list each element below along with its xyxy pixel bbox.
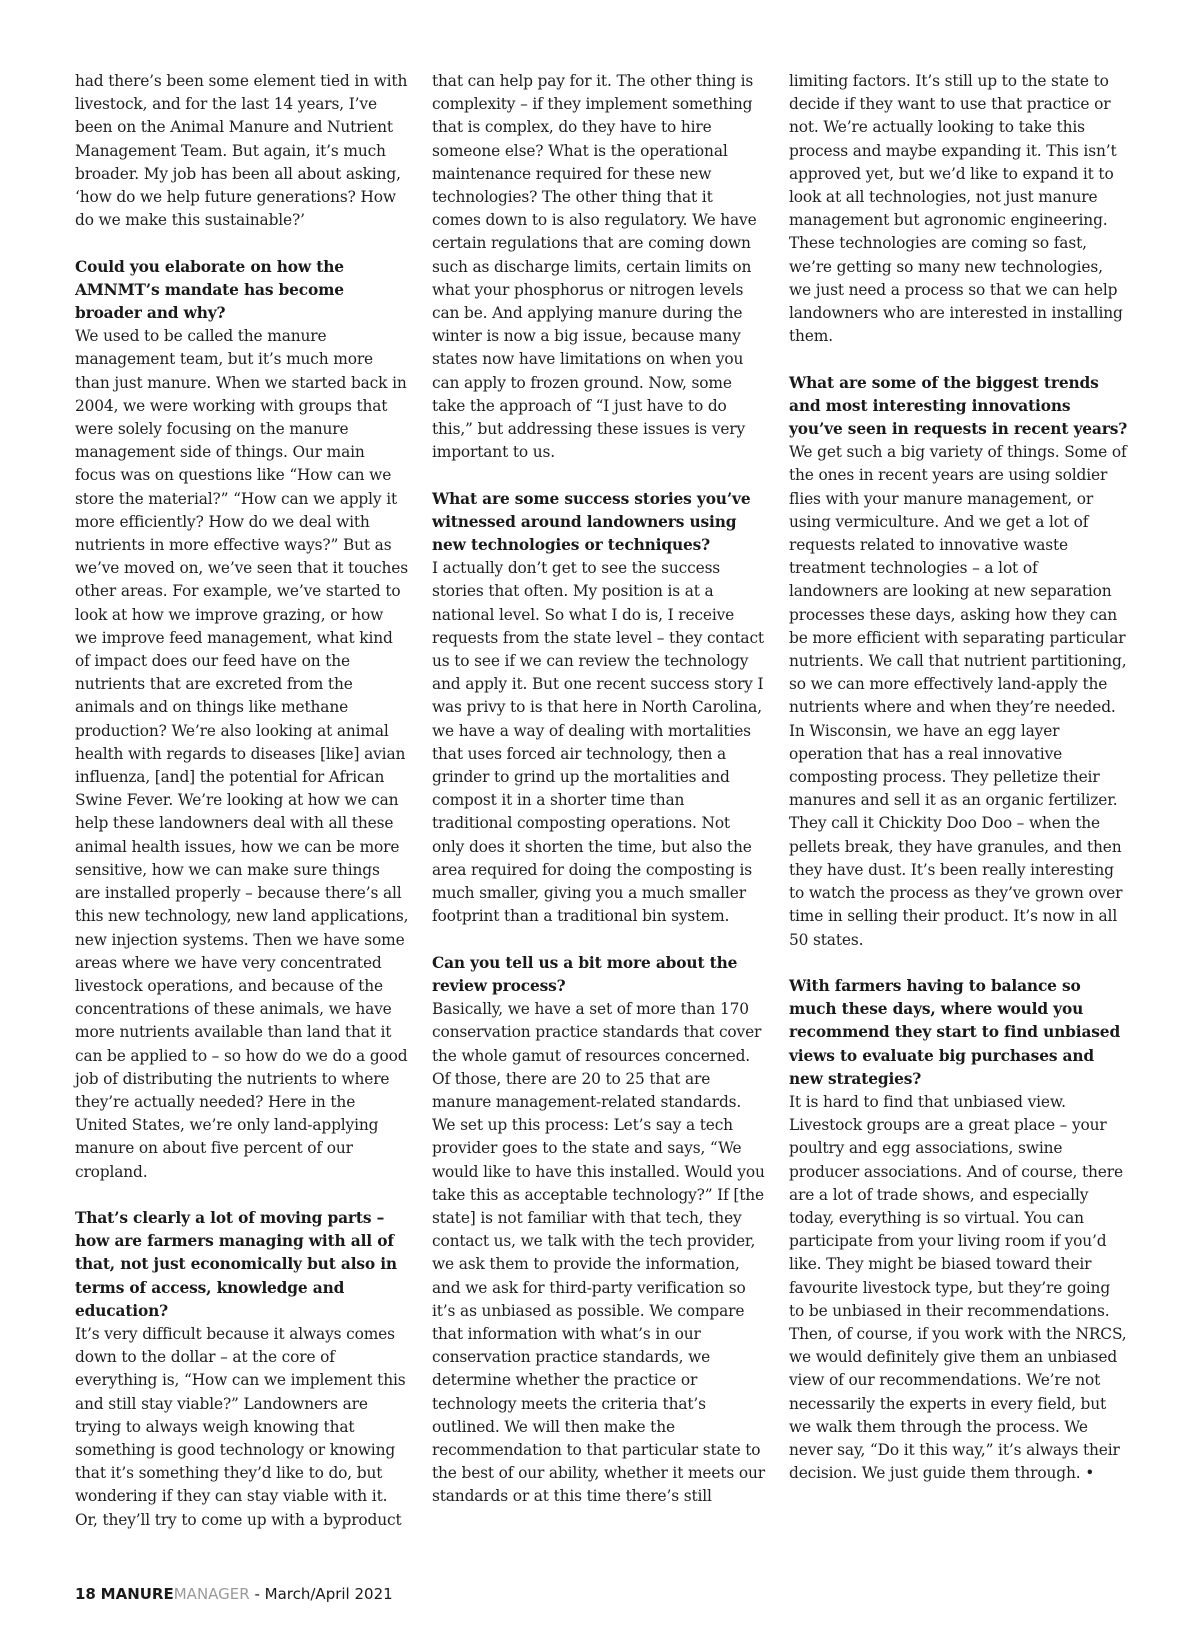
article-column-2 — [432, 70, 766, 1509]
issue-date: - March/April 2021 — [254, 1585, 393, 1603]
paragraph: It’s very difficult because it always comes down to the dollar – at the core of everything is, “How can we implement this and still stay viable?” Landowners are trying to always weigh knowing that something is good technology or knowing that it’s something they’d like to do, but wondering if they can stay viable with it. Or, they’ll try to come up with a byproduct — [75, 1324, 406, 1529]
interview-question: Can you tell us a bit more about the review process? — [432, 953, 738, 995]
paragraph: We used to be called the manure management team, but it’s much more than just manure. When we started back in 2004, we were working with groups that were solely focusing on the manure management side of things. Our main focus was on questions like “How can we store the material?” “How can we apply it more efficiently? How do we deal with nutrients in more effective ways?” But as we’ve moved on, we’ve seen that it touches other areas. For example, we’ve started to look at how we improve grazing, or how we improve feed management, what kind of impact does our feed have on the nutrients that are excreted from the animals and on things like methane production? We’re also looking at animal health with regards to diseases [like] avian influenza, [and] the potential for African Swine Fever. We’re looking at how we can help these landowners deal with all these animal health issues, how we can be more sensitive, how we can make sure things are installed properly – because there’s all this new technology, new land applications, new injection systems. Then we have some areas where we have very concentrated livestock operations, and because of the concentrations of these animals, we have more nutrients available than land that it can be applied to – so how do we do a good job of distributing the nutrients to where they’re actually needed? Here in the United States, we’re only land-applying manure on about five percent of our cropland. — [75, 327, 409, 1181]
interview-question: Could you elaborate on how the AMNMT’s mandate has become broader and why? — [75, 257, 344, 323]
paragraph: that can help pay for it. The other thing is complexity – if they implement something that is complex, do they have to hire someone else? What is the operational maintenance required for these new technologies? The other thing that it comes down to is also regulatory. We have certain regulations that are coming down such as discharge limits, certain limits on what your phosphorus or nitrogen levels can be. And applying manure during the winter is now a big issue, because many states now have limitations on when you can apply to frozen ground. Now, some take the approach of “I just have to do this,” but addressing these issues is very important to us. — [432, 72, 757, 462]
page-number: 18 — [75, 1585, 96, 1603]
paragraph: had there’s been some element tied in with livestock, and for the last 14 years, I’ve been on the Animal Manure and Nutrient Management Team. But again, it’s much broader. My job has been all about asking, ‘how do we help future generations? How do we make this sustainable?’ — [75, 72, 408, 230]
article-column-1 — [75, 70, 409, 1532]
interview-question: What are some of the biggest trends and most interesting innovations you’ve seen in requests in recent years? — [789, 373, 1128, 439]
interview-question: What are some success stories you’ve witnessed around landowners using new technologies or techniques? — [432, 489, 751, 555]
paragraph: It is hard to find that unbiased view. Livestock groups are a great place – your poultry and egg associations, swine producer associations. And of course, there are a lot of trade shows, and especially today, everything is so virtual. You can participate from your living room if you’d like. They might be biased toward their favourite livestock type, but they’re going to be unbiased in their recommendations. Then, of course, if you work with the NRCS, we would definitely give them an unbiased view of our recommendations. We’re not necessarily the experts in every field, but we walk them through the process. We never say, “Do it this way,” it’s always their decision. We just guide them through. • — [789, 1092, 1127, 1483]
paragraph: limiting factors. It’s still up to the state to decide if they want to use that practice or not. We’re actually looking to take this process and maybe expanding it. This isn’t approved yet, but we’d like to expand it to look at all technologies, not just manure management but agronomic engineering. These technologies are coming so fast, we’re getting so many new technologies, we just need a process so that we can help landowners who are interested in installing them. — [789, 72, 1123, 346]
magazine-name-bold: MANURE — [100, 1585, 174, 1603]
paragraph: Basically, we have a set of more than 170 conservation practice standards that cover the whole gamut of resources concerned. Of those, there are 20 to 25 that are manure management-related standards. We set up this process: Let’s say a tech provider goes to the state and says, “We would like to have this installed. Would you take this as acceptable technology?” If [the state] is not familiar with that tech, they contact us, we talk with the tech provider, we ask them to provide the information, and we ask for third-party verification so it’s as unbiased as possible. We compare that information with what’s in our conservation practice standards, we determine whether the practice or technology meets the criteria that’s outlined. We will then make the recommendation to that particular state to the best of our ability, whether it meets our standards or at this time there’s still — [432, 1000, 765, 1506]
article-column-3 — [789, 70, 1129, 1485]
paragraph: I actually don’t get to see the success stories that often. My position is at a national level. So what I do is, I receive requests from the state level – they contact us to see if we can review the technology and apply it. But one recent success story I was privy to is that here in North Carolina, we have a way of dealing with mortalities that uses forced air technology, then a grinder to grind up the mortalities and compost it in a shorter time than traditional composting operations. Not only does it shorten the time, but also the area required for doing the composting is much smaller, giving you a much smaller footprint than a traditional bin system. — [432, 559, 764, 926]
interview-question: With farmers having to balance so much these days, where would you recommend they start to find unbiased views to evaluate big purchases and new strategies? — [789, 976, 1121, 1088]
paragraph: We get such a big variety of things. Some of the ones in recent years are using soldier flies with your manure management, or using vermiculture. And we get a lot of requests related to innovative waste treatment technologies – a lot of landowners are looking at new separation processes these days, asking how they can be more efficient with separating particular nutrients. We call that nutrient partitioning, so we can more effectively land-apply the nutrients where and when they’re needed. In Wisconsin, we have an egg layer operation that has a real innovative composting process. They pelletize their manures and sell it as an organic fertilizer. They call it Chickity Doo Doo – when the pellets break, they have granules, and then they have dust. It’s been really interesting to watch the process as they’ve grown over time in selling their product. It’s now in all 50 states. — [789, 443, 1127, 949]
interview-question: That’s clearly a lot of moving parts – how are farmers managing with all of that, not just economically but also in terms of access, knowledge and education? — [75, 1208, 397, 1320]
magazine-name-light: MANAGER — [173, 1585, 250, 1603]
page-footer — [75, 1585, 393, 1603]
